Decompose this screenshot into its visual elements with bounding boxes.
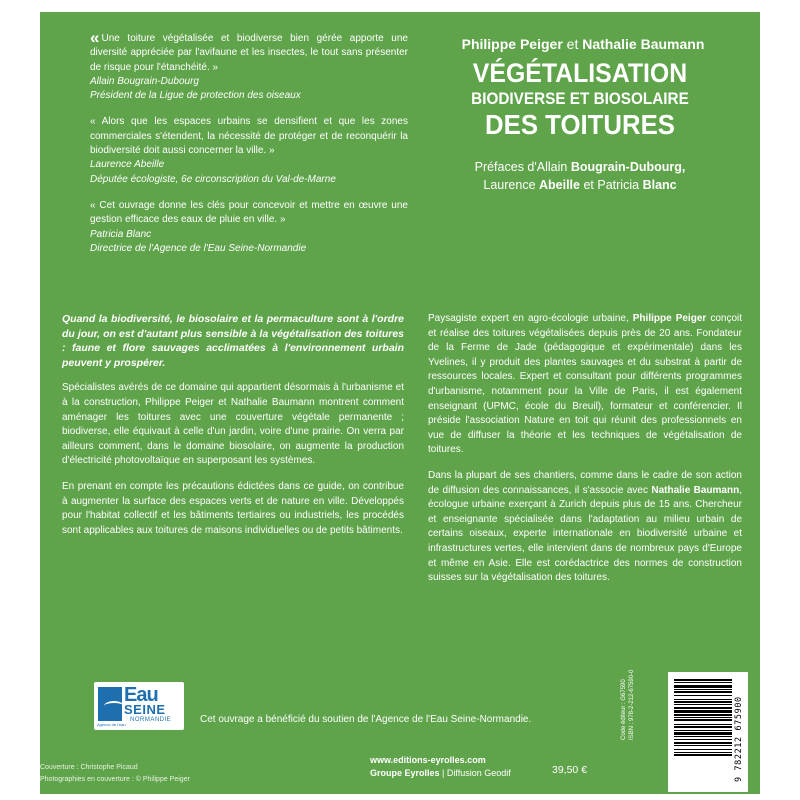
bio-paragraph: Dans la plupart de ses chantiers, comme dans le cadre de son action de diffusion des connaissances, il s'associe avec Nathalie Baumann, écologue urbaine exerçant à Zurich depuis plus de 15 ans. Chercheur et enseignante spécialisée dans l'adaptation au milieu urbain de certains oiseaux, experte internationale en biodiversité urbaine et infrastructures vertes, elle intervient dans de nombreux pays d'Europe et même en Asie. Elle est corédactrice des normes de construction suisses sur la végétalisation des toitures. (428, 469, 742, 584)
left-column (62, 312, 404, 549)
quote-role: Directrice de l'Agence de l'Eau Seine-Normandie (90, 242, 307, 254)
bio-paragraph: Paysagiste expert en agro-écologie urbaine, Philippe Peiger conçoit et réalise des toitures végétalisées depuis près de 20 ans. Fondateur de la Ferme de Jade (pédagogique et expérimentale) dans les Yvelines, il y produit des plantes sauvages et du substrat à partir de ressources locales. Expert et consultant pour différents programmes d'urbanisme, notamment pour la Ville de Paris, il est également enseignant (UPMC, école du Breuil), formateur et conférencier. Il préside l'association Nature en toit qui réunit des professionnels en vue de diffuser la théorie et les techniques de végétalisation de toitures. (428, 313, 743, 456)
cover-credit: Couverture : Christophe Picaud (40, 764, 138, 771)
title-line-3: DES TOITURES (485, 109, 675, 140)
quote (90, 199, 408, 256)
barcode-bars-icon (674, 678, 732, 782)
prefaces-connector: et Patricia (583, 178, 640, 192)
authors-line (426, 36, 740, 52)
logo-text-eau: Eau (124, 684, 158, 706)
quotes-section (90, 28, 408, 268)
title-block (420, 36, 740, 194)
body-paragraph: Spécialistes avérés de ce domaine qui appartient désormais à l'urbanisme et à la construction, Philippe Peiger et Nathalie Baumann montrent comment aménager les toitures avec une couverture végétale permanente ; biodiverse, elle équivaut à celle d'un jardin, voire d'une prairie. On verra par ailleurs comment, dans le domaine biosolaire, on augmente la production d'électricité photovoltaïque en superposant les systèmes. (62, 382, 404, 467)
back-cover (40, 12, 760, 794)
author-name: Philippe Peiger (461, 36, 563, 52)
preface-author: Bougrain-Dubourg, (570, 160, 686, 174)
authors-connector: et (566, 36, 579, 52)
publisher-group: Groupe Eyrolles (370, 768, 440, 778)
logo-text-seine: SEINE (124, 702, 166, 717)
quote-text: « Cet ouvrage donne les clés pour concevoir et mettre en œuvre une gestion efficace des eaux de pluie en ville. » (90, 199, 408, 226)
prefaces (420, 158, 740, 194)
barcode (668, 672, 748, 792)
distributor: Diffusion Geodif (446, 768, 511, 778)
right-column (428, 312, 742, 597)
bio-name: Philippe Peiger (632, 313, 707, 324)
barcode-digits: 9 782212 675900 (734, 696, 744, 782)
author-name: Nathalie Baumann (582, 36, 705, 52)
preface-author-first: Laurence (483, 178, 536, 192)
title-line-2: BIODIVERSE ET BIOSOLAIRE (471, 89, 689, 108)
barcode-meta (620, 628, 636, 740)
quote (90, 28, 408, 103)
quote-author: Laurence Abeille (90, 159, 165, 171)
credits (40, 762, 190, 786)
title-line-1: VÉGÉTALISATION (472, 58, 688, 88)
preface-author: Abeille (539, 178, 580, 192)
photo-credit: Photographies en couverture : © Philippe Peiger (40, 776, 190, 783)
prefaces-prefix: Préfaces d'Allain (474, 160, 568, 174)
quote-text: « Alors que les espaces urbains se densifient et que les zones commerciales s'étendent, la nécessité de protéger et de reconquérir la biodiversité doit aussi concerner la ville. » (90, 116, 408, 157)
publisher-separator: | (442, 768, 445, 778)
publisher-group-line (370, 767, 511, 780)
quote (90, 115, 408, 186)
preface-author: Blanc (642, 178, 677, 192)
lead-paragraph: Quand la biodiversité, le biosolaire et la permaculture sont à l'ordre du jour, on est d'autant plus sensible à la végétalisation des toitures : faune et flore sauvages acclimatées à l'environnement urbain peuvent y prospérer. (62, 313, 404, 369)
logo-text-normandie: NORMANDIE (130, 717, 172, 723)
quote-author: Allain Bougrain-Dubourg (90, 75, 199, 87)
quote-mark-icon: « (90, 28, 100, 47)
publisher-info (370, 754, 511, 780)
body-paragraph: En prenant en compte les précautions édictées dans ce guide, on contribue à augmenter la surface des espaces verts et de nature en ville. Développés pour l'habitat collectif et les bâtiments tertiaires ou industriels, les procédés sont applicables aux toitures de maisons individuelles ou de petits bâtiments. (62, 480, 404, 536)
eau-seine-normandie-logo (94, 682, 184, 730)
isbn: ISBN : 978-2-212-67590-0 (629, 669, 635, 740)
quote-author: Patricia Blanc (90, 228, 152, 240)
quote-role: Président de la Ligue de protection des oiseaux (90, 90, 301, 102)
quote-text: Une toiture végétalisée et biodiverse bien gérée apporte une diversité appréciée par l'avifaune et les insectes, le tout sans présenter de risque pour l'étanchéité. » (90, 33, 408, 73)
bio-name: Nathalie Baumann (651, 484, 740, 496)
support-statement: Cet ouvrage a bénéficié du soutien de l'Agence de l'Eau Seine-Normandie. (200, 714, 532, 725)
code-editeur: Code éditeur : G67590 (621, 679, 627, 740)
price: 39,50 € (552, 764, 588, 776)
logo-text-small: Agence de l'eau (97, 722, 126, 727)
quote-role: Députée écologiste, 6e circonscription du Val-de-Marne (90, 173, 336, 185)
logo-emblem-icon (98, 687, 122, 721)
publisher-website: www.editions-eyrolles.com (370, 755, 486, 765)
